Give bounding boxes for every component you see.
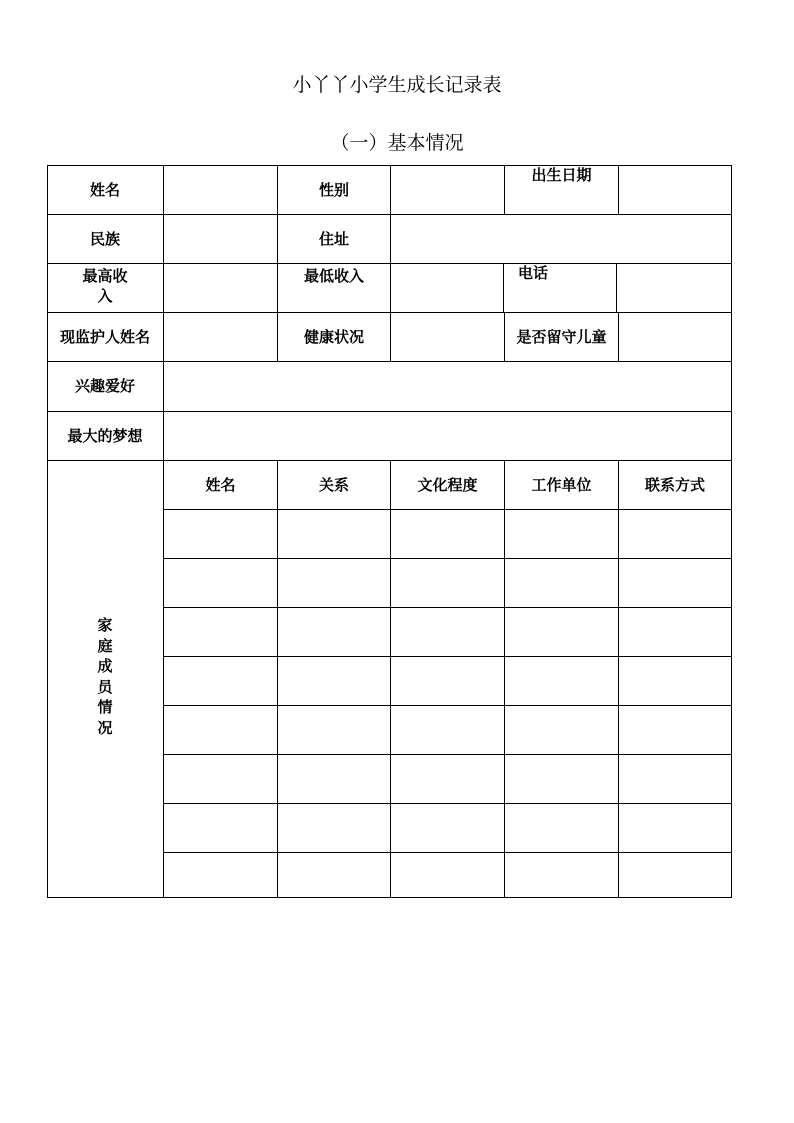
address-field[interactable] xyxy=(391,215,731,263)
family-member-contact-field[interactable] xyxy=(619,853,731,898)
gender-field[interactable] xyxy=(391,166,504,214)
family-member-relation-field[interactable] xyxy=(278,804,390,852)
document-title: 小丫丫小学生成长记录表 xyxy=(292,74,502,96)
family-member-name-field[interactable] xyxy=(164,559,277,607)
family-member-contact-field[interactable] xyxy=(619,804,731,852)
section-title: （一）基本情况 xyxy=(330,132,464,154)
family-header-workplace: 工作单位 xyxy=(531,475,592,494)
family-member-contact-field[interactable] xyxy=(619,657,731,705)
min-income-label: 最低收入 xyxy=(303,267,364,285)
ethnicity-label: 民族 xyxy=(89,229,120,248)
family-member-education-field[interactable] xyxy=(391,804,504,852)
guardian-label: 现监护人姓名 xyxy=(59,327,150,346)
family-member-contact-field[interactable] xyxy=(619,706,731,754)
family-member-education-field[interactable] xyxy=(391,657,504,705)
family-member-contact-field[interactable] xyxy=(619,559,731,607)
max-income-label-line2: 入 xyxy=(97,287,113,305)
birthdate-label: 出生日期 xyxy=(531,166,592,184)
record-form-table xyxy=(47,165,732,898)
family-label-char: 家 xyxy=(97,616,113,634)
family-member-workplace-field[interactable] xyxy=(505,755,618,803)
family-member-name-field[interactable] xyxy=(164,853,277,898)
family-label-char: 成 xyxy=(97,657,113,675)
max-income-label xyxy=(47,266,163,312)
family-member-workplace-field[interactable] xyxy=(505,706,618,754)
family-member-relation-field[interactable] xyxy=(278,608,390,656)
family-member-education-field[interactable] xyxy=(391,706,504,754)
family-member-workplace-field[interactable] xyxy=(505,657,618,705)
phone-field[interactable] xyxy=(617,264,731,312)
family-header-name: 姓名 xyxy=(205,475,236,494)
family-member-workplace-field[interactable] xyxy=(505,608,618,656)
family-member-name-field[interactable] xyxy=(164,755,277,803)
family-member-workplace-field[interactable] xyxy=(505,804,618,852)
family-label-char: 庭 xyxy=(97,636,113,655)
max-income-field[interactable] xyxy=(164,264,277,312)
family-member-relation-field[interactable] xyxy=(278,706,390,754)
family-member-workplace-field[interactable] xyxy=(505,510,618,558)
hobby-label: 兴趣爱好 xyxy=(74,377,135,395)
dream-label: 最大的梦想 xyxy=(67,426,143,445)
family-member-education-field[interactable] xyxy=(391,608,504,656)
family-member-contact-field[interactable] xyxy=(619,510,731,558)
family-header-relation: 关系 xyxy=(318,475,349,494)
family-member-name-field[interactable] xyxy=(164,657,277,705)
health-label: 健康状况 xyxy=(303,327,364,346)
family-member-education-field[interactable] xyxy=(391,853,504,898)
name-label: 姓名 xyxy=(89,180,120,199)
guardian-field[interactable] xyxy=(164,313,277,361)
family-member-contact-field[interactable] xyxy=(619,608,731,656)
family-section-label xyxy=(47,615,163,745)
family-header-contact: 联系方式 xyxy=(644,475,705,494)
name-field[interactable] xyxy=(164,166,277,214)
family-member-relation-field[interactable] xyxy=(278,755,390,803)
birthdate-field[interactable] xyxy=(619,166,731,214)
health-field[interactable] xyxy=(391,313,504,361)
family-member-education-field[interactable] xyxy=(391,755,504,803)
family-member-name-field[interactable] xyxy=(164,510,277,558)
left-behind-label: 是否留守儿童 xyxy=(516,327,607,346)
family-label-char: 况 xyxy=(97,718,113,737)
address-label: 住址 xyxy=(318,229,349,248)
family-member-relation-field[interactable] xyxy=(278,853,390,898)
family-label-char: 员 xyxy=(97,677,113,696)
family-member-contact-field[interactable] xyxy=(619,755,731,803)
gender-label: 性别 xyxy=(318,180,349,199)
family-member-name-field[interactable] xyxy=(164,706,277,754)
phone-label: 电话 xyxy=(518,264,549,282)
family-member-education-field[interactable] xyxy=(391,510,504,558)
dream-field[interactable] xyxy=(164,412,731,460)
left-behind-field[interactable] xyxy=(619,313,731,361)
family-member-relation-field[interactable] xyxy=(278,657,390,705)
family-member-relation-field[interactable] xyxy=(278,559,390,607)
hobby-field[interactable] xyxy=(164,362,731,411)
min-income-field[interactable] xyxy=(391,264,503,312)
ethnicity-field[interactable] xyxy=(164,215,277,263)
family-member-workplace-field[interactable] xyxy=(505,559,618,607)
family-header-education: 文化程度 xyxy=(417,475,478,494)
family-member-name-field[interactable] xyxy=(164,608,277,656)
family-member-workplace-field[interactable] xyxy=(505,853,618,898)
max-income-label-line1: 最高收 xyxy=(82,267,128,285)
family-label-char: 情 xyxy=(97,698,113,716)
family-member-name-field[interactable] xyxy=(164,804,277,852)
family-member-education-field[interactable] xyxy=(391,559,504,607)
family-member-relation-field[interactable] xyxy=(278,510,390,558)
